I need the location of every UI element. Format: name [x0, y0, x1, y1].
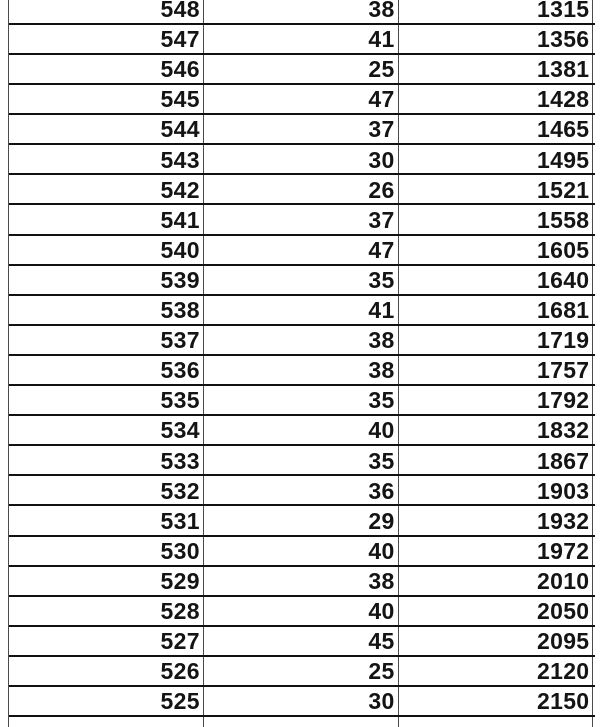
table-cell[interactable]: 26 — [204, 175, 399, 203]
table-row — [9, 85, 595, 115]
table-cell[interactable]: 1832 — [399, 416, 594, 444]
table-cell[interactable]: 30 — [204, 687, 399, 715]
table-cell[interactable]: 541 — [9, 205, 204, 233]
table-cell[interactable]: 1719 — [399, 326, 594, 354]
table-row — [9, 537, 595, 567]
table-cell[interactable]: 2150 — [399, 687, 594, 715]
table-cell[interactable]: 540 — [9, 236, 204, 264]
table-row — [9, 145, 595, 175]
table-row — [9, 205, 595, 235]
table-cell[interactable]: 530 — [9, 537, 204, 565]
table-row — [9, 356, 595, 386]
table-row-partial — [9, 717, 595, 727]
table-row — [9, 266, 595, 296]
table-cell[interactable]: 2010 — [399, 567, 594, 595]
table-cell[interactable]: 538 — [9, 296, 204, 324]
table-cell[interactable]: 40 — [204, 416, 399, 444]
table-cell[interactable]: 38 — [204, 356, 399, 384]
table-cell[interactable]: 38 — [204, 567, 399, 595]
table-row — [9, 597, 595, 627]
table-cell[interactable]: 536 — [9, 356, 204, 384]
table-cell[interactable] — [204, 717, 399, 727]
table-row — [9, 476, 595, 506]
table-row — [9, 0, 595, 25]
table-cell[interactable]: 25 — [204, 657, 399, 685]
table-cell[interactable]: 1972 — [399, 537, 594, 565]
table-cell[interactable]: 45 — [204, 627, 399, 655]
table-cell[interactable]: 47 — [204, 85, 399, 113]
table-cell[interactable]: 543 — [9, 145, 204, 173]
table-cell[interactable]: 35 — [204, 446, 399, 474]
table-cell[interactable]: 1867 — [399, 446, 594, 474]
table-row — [9, 296, 595, 326]
table-cell[interactable]: 527 — [9, 627, 204, 655]
table-cell[interactable]: 37 — [204, 115, 399, 143]
table-cell[interactable]: 47 — [204, 236, 399, 264]
table-cell[interactable]: 525 — [9, 687, 204, 715]
table-cell[interactable]: 548 — [9, 0, 204, 23]
table-cell[interactable]: 1356 — [399, 25, 594, 53]
table-cell[interactable]: 29 — [204, 506, 399, 534]
table-cell[interactable]: 41 — [204, 296, 399, 324]
table-cell[interactable]: 546 — [9, 55, 204, 83]
table-row — [9, 236, 595, 266]
table-cell[interactable]: 526 — [9, 657, 204, 685]
table-cell[interactable]: 1605 — [399, 236, 594, 264]
table-row — [9, 446, 595, 476]
table-cell[interactable]: 531 — [9, 506, 204, 534]
table-row — [9, 25, 595, 55]
table-cell[interactable]: 2095 — [399, 627, 594, 655]
table-row — [9, 567, 595, 597]
table-row — [9, 506, 595, 536]
table-cell[interactable]: 35 — [204, 386, 399, 414]
table-cell[interactable]: 535 — [9, 386, 204, 414]
table-cell[interactable]: 40 — [204, 597, 399, 625]
table-row — [9, 627, 595, 657]
table-cell[interactable]: 1640 — [399, 266, 594, 294]
table-cell[interactable]: 1465 — [399, 115, 594, 143]
table-cell[interactable]: 537 — [9, 326, 204, 354]
table-cell[interactable]: 1428 — [399, 85, 594, 113]
table-cell[interactable]: 1315 — [399, 0, 594, 23]
table-cell[interactable]: 1558 — [399, 205, 594, 233]
table-row — [9, 386, 595, 416]
table-cell[interactable] — [9, 717, 204, 727]
table-cell[interactable]: 2050 — [399, 597, 594, 625]
table-cell[interactable]: 544 — [9, 115, 204, 143]
table-cell[interactable] — [399, 717, 594, 727]
table-cell[interactable]: 1495 — [399, 145, 594, 173]
table-cell[interactable]: 38 — [204, 326, 399, 354]
data-table — [8, 0, 595, 727]
table-cell[interactable]: 545 — [9, 85, 204, 113]
table-row — [9, 55, 595, 85]
table-cell[interactable]: 528 — [9, 597, 204, 625]
table-cell[interactable]: 542 — [9, 175, 204, 203]
table-cell[interactable]: 40 — [204, 537, 399, 565]
table-cell[interactable]: 41 — [204, 25, 399, 53]
table-cell[interactable]: 533 — [9, 446, 204, 474]
table-cell[interactable]: 25 — [204, 55, 399, 83]
table-row — [9, 416, 595, 446]
table-cell[interactable]: 37 — [204, 205, 399, 233]
table-cell[interactable]: 1757 — [399, 356, 594, 384]
table-cell[interactable]: 547 — [9, 25, 204, 53]
table-cell[interactable]: 30 — [204, 145, 399, 173]
table-cell[interactable]: 534 — [9, 416, 204, 444]
table-row — [9, 326, 595, 356]
table-cell[interactable]: 1903 — [399, 476, 594, 504]
table-row — [9, 657, 595, 687]
table-cell[interactable]: 529 — [9, 567, 204, 595]
table-cell[interactable]: 2120 — [399, 657, 594, 685]
table-cell[interactable]: 532 — [9, 476, 204, 504]
table-row — [9, 175, 595, 205]
table-cell[interactable]: 1381 — [399, 55, 594, 83]
table-cell[interactable]: 1932 — [399, 506, 594, 534]
table-cell[interactable]: 1792 — [399, 386, 594, 414]
table-row — [9, 687, 595, 717]
table-cell[interactable]: 36 — [204, 476, 399, 504]
table-row — [9, 115, 595, 145]
table-cell[interactable]: 38 — [204, 0, 399, 23]
table-cell[interactable]: 35 — [204, 266, 399, 294]
table-cell[interactable]: 1521 — [399, 175, 594, 203]
table-cell[interactable]: 539 — [9, 266, 204, 294]
table-cell[interactable]: 1681 — [399, 296, 594, 324]
